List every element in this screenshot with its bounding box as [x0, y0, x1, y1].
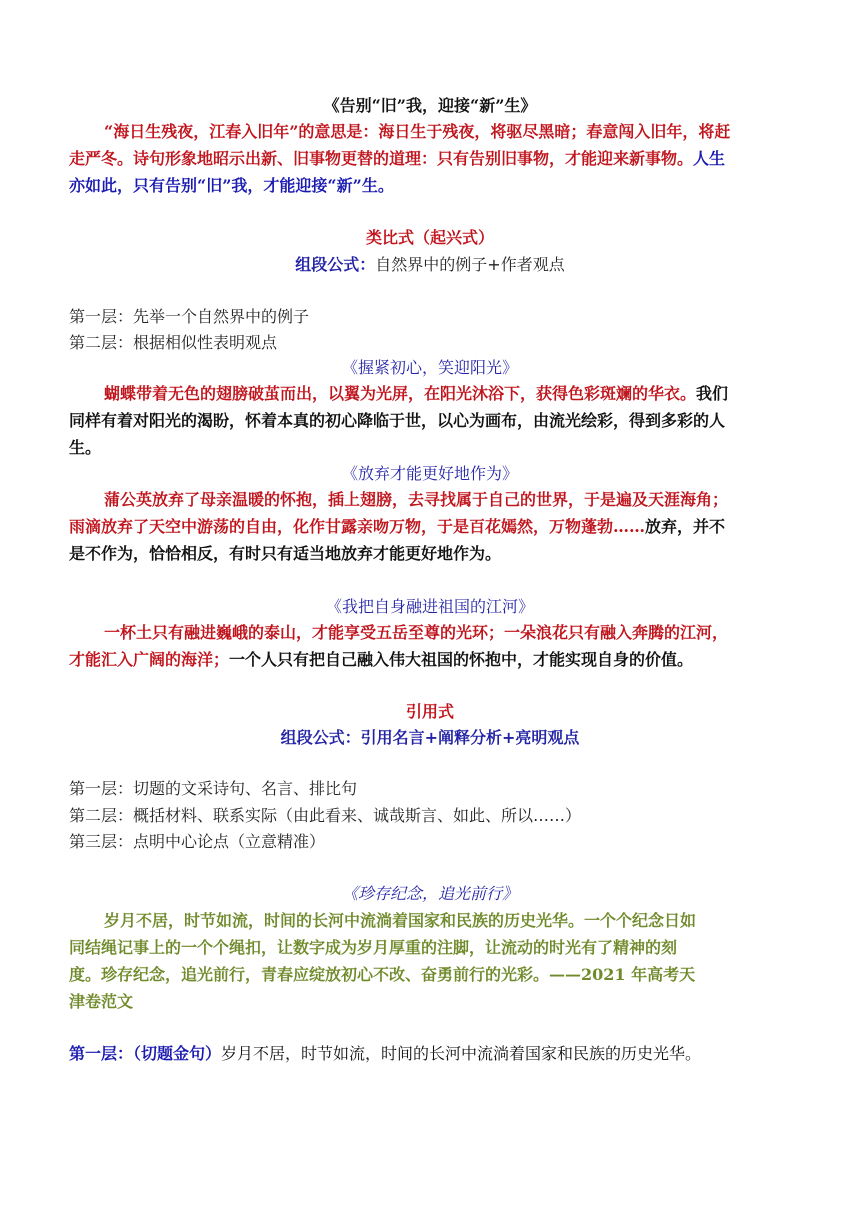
paragraph-line: 蒲公英放弃了母亲温暖的怀抱，插上翅膀，去寻找属于自己的世界，于是遍及天涯海角；: [104, 490, 729, 509]
layer-line: 第三层：点明中心论点（立意精准）: [69, 832, 326, 851]
example-title: 《握紧初心，笑迎阳光》: [341, 358, 518, 377]
text-span: 才能汇入广阔的海洋；: [69, 650, 230, 669]
text-span: 岁月不居，时节如流，时间的长河中流淌着国家和民族的历史光华。: [221, 1044, 702, 1063]
paragraph-line: 生。: [69, 438, 102, 457]
text-span: 人生: [693, 149, 726, 168]
text-span: 蝴蝶带着无色的翅膀破茧而出，以翼为光屏，在阳光沐浴下，获得色彩斑斓的华衣。: [104, 384, 697, 403]
essay-title: 《告别“旧”我，迎接“新”生》: [323, 96, 537, 115]
example-title: 《珍存纪念，追光前行》: [341, 884, 518, 903]
text-span: 雨滴放弃了天空中游荡的自由，化作甘露亲吻万物，于是百花嫣然，万物蓬勃……: [69, 517, 646, 536]
paragraph-line: 一杯土只有融进巍峨的泰山，才能享受五岳至尊的光环；一朵浪花只有融入奔腾的江河，: [104, 623, 729, 642]
formula-line: 组段公式：引用名言+阐释分析+亮明观点: [280, 728, 580, 747]
paragraph-line: 度。珍存纪念，追光前行，青春应绽放初心不改、奋勇前行的光彩。——2021 年高考天: [69, 965, 696, 984]
text-span: 一个人只有把自己融入伟大祖国的怀抱中，才能实现自身的价值。: [229, 650, 694, 669]
example-title: 《放弃才能更好地作为》: [341, 464, 518, 483]
paragraph-line: 同样有着对阳光的渴盼，怀着本真的初心降临于世，以心为画布，由流光绘彩，得到多彩的人: [69, 411, 726, 430]
layer-line: 第一层：切题的文采诗句、名言、排比句: [69, 779, 358, 798]
layer-label: 第一层：（切题金句）: [69, 1044, 222, 1063]
text-span: 我们: [696, 384, 729, 403]
layer-line: 第一层：先举一个自然界中的例子: [69, 307, 310, 326]
formula-line: [0, 255, 860, 275]
formula-text: 自然界中的例子+作者观点: [375, 255, 565, 274]
section-heading: 引用式: [405, 702, 454, 721]
paragraph-line: 岁月不居，时节如流，时间的长河中流淌着国家和民族的历史光华。一个个纪念日如: [104, 911, 697, 930]
paragraph-line: [69, 149, 725, 169]
text-span: 走严冬。诗句形象地昭示出新、旧事物更替的道理：只有告别旧事物，才能迎来新事物。: [69, 149, 694, 168]
paragraph-line: 亦如此，只有告别“旧”我，才能迎接“新”生。: [69, 176, 394, 195]
text-span: 放弃，并不: [645, 517, 726, 536]
section-heading: 类比式（起兴式）: [365, 228, 494, 247]
paragraph-line: “海日生残夜，江春入旧年”的意思是：海日生于残夜，将驱尽黑暗；春意闯入旧年，将赶: [104, 122, 731, 141]
paragraph-line: 是不作为，恰恰相反，有时只有适当地放弃才能更好地作为。: [69, 544, 502, 563]
layer-line: 第二层：概括材料、联系实际（由此看来、诚哉斯言、如此、所以……）: [69, 806, 582, 825]
paragraph-line: 津卷范文: [69, 992, 134, 1011]
paragraph-line: [69, 517, 725, 537]
layer-line: 第二层：根据相似性表明观点: [69, 333, 278, 352]
paragraph-line: [104, 384, 728, 404]
paragraph-line: [69, 1044, 701, 1064]
paragraph-line: 同结绳记事上的一个个绳扣，让数字成为岁月厚重的注脚，让流动的时光有了精神的刻: [69, 938, 678, 957]
formula-label: 组段公式：: [295, 255, 376, 274]
paragraph-line: [69, 650, 693, 670]
example-title: 《我把自身融进祖国的江河》: [325, 597, 534, 616]
